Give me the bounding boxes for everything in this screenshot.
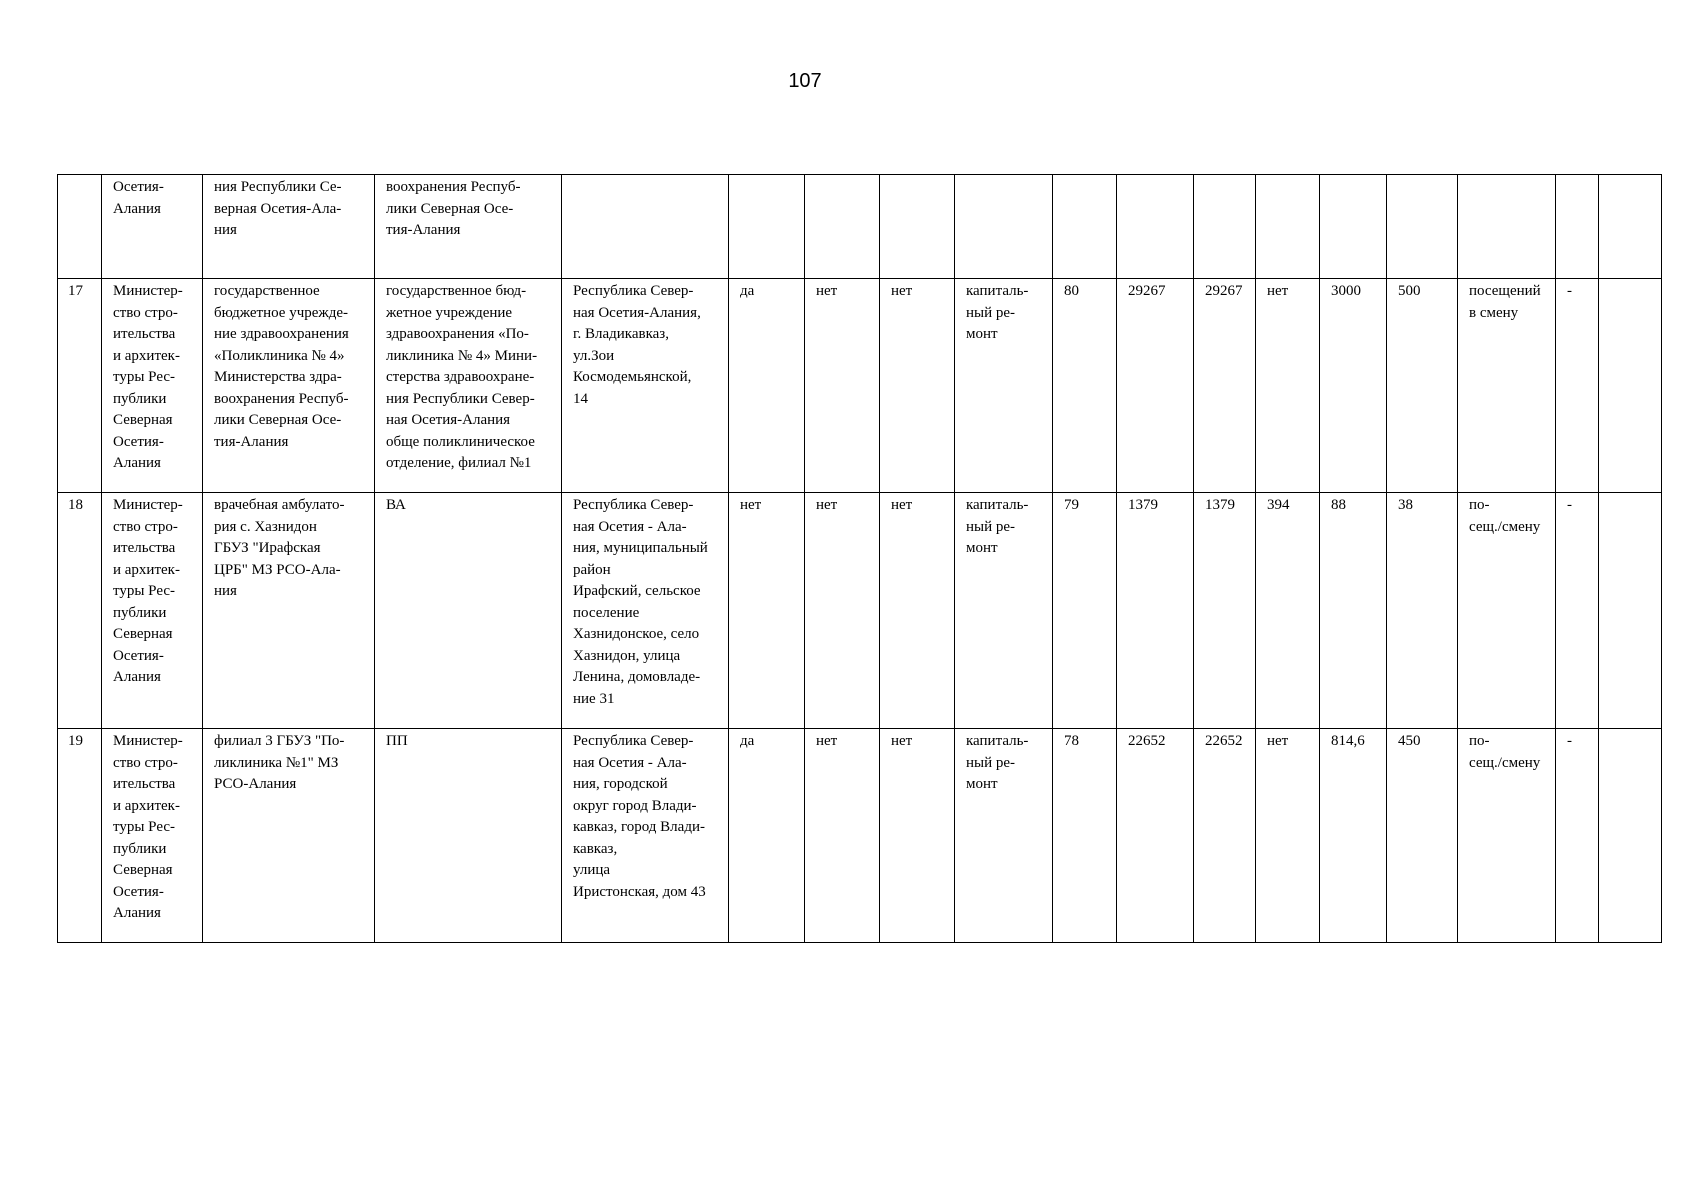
cell-extra (1599, 729, 1662, 943)
cell-wear-percent (1053, 175, 1117, 279)
cell-text: да (740, 283, 755, 299)
cell-institution-name (203, 493, 375, 729)
cell-note (1556, 729, 1599, 943)
cell-capacity-unit (1458, 729, 1556, 943)
cell-text: да (740, 733, 755, 749)
cell-institution-name (203, 729, 375, 943)
cell-extra (1599, 175, 1662, 279)
cell-text: 500 (1398, 283, 1421, 299)
cell-col-6 (729, 729, 805, 943)
cell-col-13 (1256, 175, 1320, 279)
cell-col-6 (729, 175, 805, 279)
cell-text: посещений в смену (1469, 283, 1541, 321)
cell-work-type (955, 493, 1053, 729)
cell-institution-name (203, 175, 375, 279)
cell-text: - (1567, 497, 1572, 513)
cell-branch-name (375, 175, 562, 279)
cell-col-8 (880, 729, 955, 943)
cell-area-repair (1194, 493, 1256, 729)
cell-text: 29267 (1205, 283, 1243, 299)
cell-text: 394 (1267, 497, 1290, 513)
page-number: 107 (788, 70, 822, 92)
cell-text: 1379 (1205, 497, 1235, 513)
cell-row-number (58, 729, 102, 943)
cell-area-repair (1194, 175, 1256, 279)
data-table (57, 174, 1662, 943)
cell-text: 22652 (1205, 733, 1243, 749)
cell-capacity-unit (1458, 279, 1556, 493)
cell-text: Республика Север- ная Осетия-Алания, г. Владикавказ, ул.Зои Космодемьянской, 14 (573, 283, 701, 407)
cell-col-7 (805, 493, 880, 729)
cell-col-7 (805, 279, 880, 493)
cell-text: 29267 (1128, 283, 1166, 299)
cell-work-type (955, 279, 1053, 493)
cell-col-7 (805, 175, 880, 279)
cell-text: 17 (68, 283, 83, 299)
cell-area-total (1117, 729, 1194, 943)
cell-text: 814,6 (1331, 733, 1365, 749)
cell-address (562, 493, 729, 729)
table-row (58, 493, 1662, 729)
cell-address (562, 279, 729, 493)
cell-wear-percent (1053, 729, 1117, 943)
cell-col-13 (1256, 279, 1320, 493)
cell-row-number (58, 279, 102, 493)
cell-text: 19 (68, 733, 83, 749)
cell-area-total (1117, 493, 1194, 729)
cell-ministry (102, 279, 203, 493)
cell-note (1556, 279, 1599, 493)
cell-col-8 (880, 279, 955, 493)
cell-text: капиталь- ный ре- монт (966, 283, 1029, 342)
cell-row-number (58, 493, 102, 729)
cell-wear-percent (1053, 493, 1117, 729)
cell-ministry (102, 493, 203, 729)
cell-extra (1599, 279, 1662, 493)
cell-text: нет (816, 497, 838, 513)
cell-institution-name (203, 279, 375, 493)
cell-text: Министер- ство стро- ительства и архитек- туры Рес- публики Северная Осетия- Алания (113, 733, 183, 921)
cell-capacity-actual (1387, 175, 1458, 279)
cell-extra (1599, 493, 1662, 729)
cell-text: нет (816, 283, 838, 299)
cell-col-6 (729, 493, 805, 729)
cell-text: нет (740, 497, 762, 513)
cell-branch-name (375, 493, 562, 729)
cell-col-13 (1256, 729, 1320, 943)
cell-capacity-design (1320, 729, 1387, 943)
cell-col-13 (1256, 493, 1320, 729)
cell-text: нет (816, 733, 838, 749)
cell-capacity-actual (1387, 729, 1458, 943)
cell-area-repair (1194, 279, 1256, 493)
cell-work-type (955, 175, 1053, 279)
cell-text: врачебная амбулато- рия с. Хазнидон ГБУЗ "Ирафская ЦРБ" МЗ РСО-Ала- ния (214, 497, 345, 599)
cell-area-total (1117, 175, 1194, 279)
cell-area-total (1117, 279, 1194, 493)
cell-col-8 (880, 493, 955, 729)
cell-text: по- сещ./смену (1469, 733, 1541, 771)
cell-text: - (1567, 283, 1572, 299)
cell-ministry (102, 729, 203, 943)
cell-text: 79 (1064, 497, 1079, 513)
cell-text: 3000 (1331, 283, 1361, 299)
cell-address (562, 729, 729, 943)
cell-text: государственное бюджетное учрежде- ние здравоохранения «Поликлиника № 4» Министерства здра- воохранения Респуб- лики Северная Осе- тия-Алания (214, 283, 349, 450)
cell-capacity-unit (1458, 175, 1556, 279)
cell-text: 38 (1398, 497, 1413, 513)
cell-text: нет (891, 733, 913, 749)
cell-text: воохранения Респуб- лики Северная Осе- тия-Алания (386, 179, 521, 238)
cell-work-type (955, 729, 1053, 943)
cell-text: Министер- ство стро- ительства и архитек- туры Рес- публики Северная Осетия- Алания (113, 283, 183, 471)
cell-text: - (1567, 733, 1572, 749)
cell-text: 80 (1064, 283, 1079, 299)
cell-text: Министер- ство стро- ительства и архитек- туры Рес- публики Северная Осетия- Алания (113, 497, 183, 685)
cell-text: 22652 (1128, 733, 1166, 749)
cell-text: филиал 3 ГБУЗ "По- ликлиника №1" МЗ РСО-Алания (214, 733, 345, 792)
cell-col-8 (880, 175, 955, 279)
cell-text: ПП (386, 733, 408, 749)
table-row (58, 175, 1662, 279)
cell-text: капиталь- ный ре- монт (966, 497, 1029, 556)
cell-text: 450 (1398, 733, 1421, 749)
cell-capacity-actual (1387, 493, 1458, 729)
cell-capacity-design (1320, 493, 1387, 729)
cell-text: государственное бюд- жетное учреждение здравоохранения «По- ликлиника № 4» Мини- стерства здравоохране- ния Республики Север- ная Осетия-Алания обще поликлиническое отделение, филиал №1 (386, 283, 538, 471)
cell-capacity-design (1320, 279, 1387, 493)
cell-text: 18 (68, 497, 83, 513)
cell-text: Осетия- Алания (113, 179, 164, 217)
cell-text: по- сещ./смену (1469, 497, 1541, 535)
cell-wear-percent (1053, 279, 1117, 493)
cell-col-6 (729, 279, 805, 493)
cell-text: нет (891, 497, 913, 513)
cell-text: нет (1267, 733, 1289, 749)
cell-area-repair (1194, 729, 1256, 943)
cell-col-7 (805, 729, 880, 943)
cell-note (1556, 175, 1599, 279)
cell-text: Республика Север- ная Осетия - Ала- ния, городской округ город Влади- кавказ, город Влади- кавказ, улица Иристонская, дом 43 (573, 733, 706, 900)
cell-branch-name (375, 729, 562, 943)
cell-text: 88 (1331, 497, 1346, 513)
cell-text: нет (1267, 283, 1289, 299)
cell-capacity-unit (1458, 493, 1556, 729)
cell-text: ния Республики Се- верная Осетия-Ала- ния (214, 179, 342, 238)
table-row (58, 729, 1662, 943)
cell-capacity-actual (1387, 279, 1458, 493)
cell-row-number (58, 175, 102, 279)
cell-text: ВА (386, 497, 406, 513)
cell-note (1556, 493, 1599, 729)
cell-text: нет (891, 283, 913, 299)
cell-text: капиталь- ный ре- монт (966, 733, 1029, 792)
cell-ministry (102, 175, 203, 279)
cell-text: 1379 (1128, 497, 1158, 513)
cell-branch-name (375, 279, 562, 493)
cell-address (562, 175, 729, 279)
table-row (58, 279, 1662, 493)
cell-text: Республика Север- ная Осетия - Ала- ния, муниципальный район Ирафский, сельское поселение Хазнидонское, село Хазнидон, улица Ленина, домовладе- ние 31 (573, 497, 708, 707)
cell-capacity-design (1320, 175, 1387, 279)
cell-text: 78 (1064, 733, 1079, 749)
